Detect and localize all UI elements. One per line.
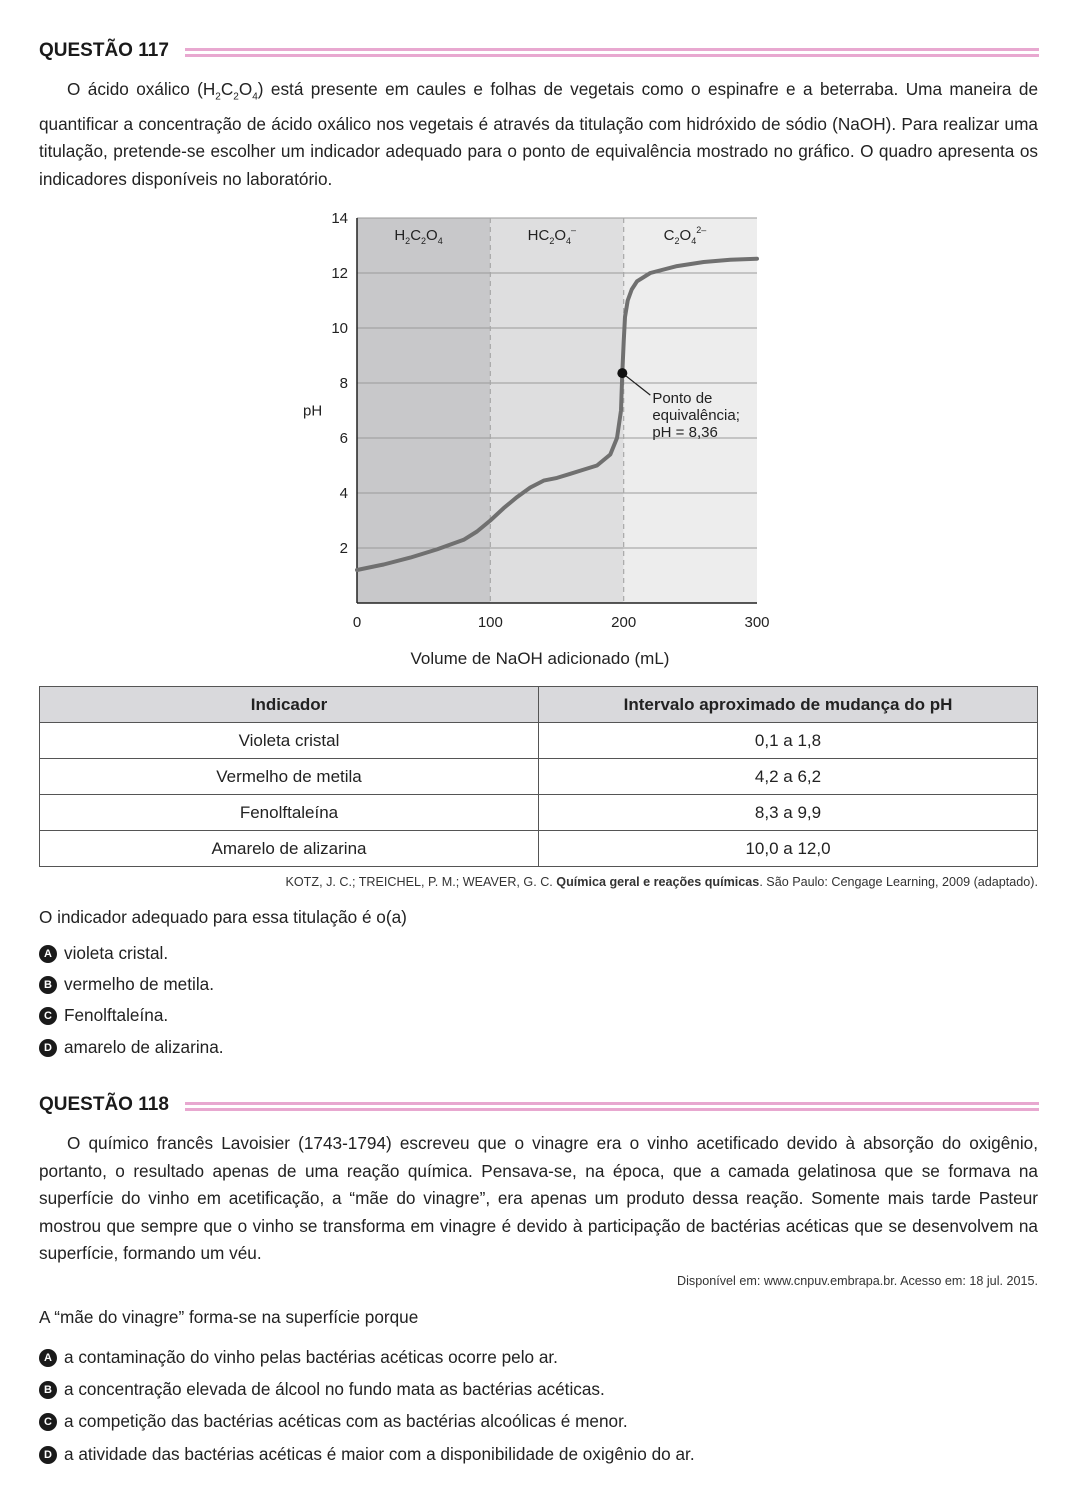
- question-117-header: [39, 40, 1039, 62]
- x-tick-label: 300: [744, 614, 770, 631]
- region-label-h2c2o4: $H_2C_2O_4$: [394, 227, 443, 246]
- option-text: a contaminação do vinho pelas bactérias acéticas ocorre pelo ar.: [64, 1347, 558, 1367]
- option-a[interactable]: [39, 943, 168, 964]
- option-a[interactable]: [39, 1347, 558, 1368]
- table-cell: Vermelho de metila: [40, 759, 539, 795]
- option-b[interactable]: [39, 1379, 605, 1400]
- option-text: Fenolftaleína.: [64, 1005, 169, 1025]
- region-label-c2o4: $C_2O_4^{2-}$: [663, 225, 707, 246]
- table-cell: Violeta cristal: [40, 723, 539, 759]
- x-tick-label: 200: [611, 614, 637, 631]
- option-a-badge: A: [39, 1349, 57, 1367]
- table-row: [40, 795, 1038, 831]
- question-117-prompt: O indicador adequado para essa titulação é o(a): [39, 907, 407, 927]
- option-c-badge: C: [39, 1007, 57, 1025]
- y-tick-label: 14: [331, 210, 348, 227]
- option-d-badge: D: [39, 1039, 57, 1057]
- y-tick-label: 12: [331, 265, 348, 282]
- option-d-badge: D: [39, 1446, 57, 1464]
- x-axis-label: Volume de NaOH adicionado (mL): [410, 649, 670, 668]
- option-b-badge: B: [39, 976, 57, 994]
- question-118-paragraph: O químico francês Lavoisier (1743-1794) escreveu que o vinagre era o vinho acetificado devido à absorção do oxigênio, portanto, o resultado apenas de uma reação química. Pensava-se, na época, que a camada gelatinosa que se formava na superfície do vinho em acetificação, a “mãe do vinagre”, era apenas um produto dessa reação. Somente mais tarde Pasteur mostrou que sempre que o vinho se transforma em vinagre é devido à participação de bactérias acéticas que se desenvolvem na superfície, formando um véu.: [39, 1133, 1038, 1263]
- option-text: violeta cristal.: [64, 943, 169, 963]
- table-cell: 4,2 a 6,2: [539, 759, 1038, 795]
- table-row: [40, 723, 1038, 759]
- y-tick-label: 2: [339, 540, 348, 557]
- option-a-badge: A: [39, 945, 57, 963]
- region-2: [490, 218, 623, 603]
- titration-chart: [290, 205, 790, 680]
- y-axis-label: pH: [303, 402, 323, 420]
- question-117-paragraph: O ácido oxálico $(H_2C_2O_4)$ está presente em caules e folhas de vegetais como o espinafre e a beterraba. Uma maneira de quantificar a concentração de ácido oxálico nos vegetais é através da titulação com hidróxido de sódio (NaOH). Para realizar uma titulação, pretende-se escolher um indicador adequado para o ponto de equivalência mostrado no gráfico. O quadro apresenta os indicadores disponíveis no laboratório.: [39, 79, 1039, 189]
- y-tick-label: 6: [339, 430, 348, 447]
- table-row: [40, 831, 1038, 867]
- table-cell: Amarelo de alizarina: [40, 831, 539, 867]
- table-cell: 10,0 a 12,0: [539, 831, 1038, 867]
- option-d[interactable]: [39, 1037, 224, 1058]
- option-text: amarelo de alizarina.: [64, 1037, 224, 1057]
- option-b-badge: B: [39, 1381, 57, 1399]
- option-c[interactable]: [39, 1411, 628, 1432]
- annotation-line-3: pH = 8,36: [652, 424, 718, 442]
- table-header-indicator: Indicador: [40, 687, 539, 723]
- region-1: [357, 218, 490, 603]
- question-118-title: QUESTÃO 118: [39, 1094, 169, 1115]
- option-text: vermelho de metila.: [64, 974, 214, 994]
- indicator-table: [39, 686, 1038, 867]
- annotation-line-2: equivalência;: [652, 407, 740, 425]
- source-citation: Disponível em: www.cnpuv.embrapa.br. Acesso em: 18 jul. 2015.: [677, 1274, 1038, 1288]
- annotation-line-1: Ponto de: [652, 390, 713, 408]
- y-tick-label: 4: [339, 485, 348, 502]
- x-tick-label: 100: [477, 614, 503, 631]
- titration-chart-svg: [290, 205, 790, 645]
- table-row: [40, 759, 1038, 795]
- header-divider: [185, 1102, 1039, 1111]
- y-tick-label: 10: [331, 320, 348, 337]
- option-b[interactable]: [39, 974, 214, 995]
- table-cell: 8,3 a 9,9: [539, 795, 1038, 831]
- table-header-range: Intervalo aproximado de mudança do pH: [539, 687, 1038, 723]
- table-cell: Fenolftaleína: [40, 795, 539, 831]
- option-c-badge: C: [39, 1413, 57, 1431]
- table-cell: 0,1 a 1,8: [539, 723, 1038, 759]
- option-c[interactable]: [39, 1005, 168, 1026]
- option-text: a concentração elevada de álcool no fundo mata as bactérias acéticas.: [64, 1379, 605, 1399]
- option-d[interactable]: [39, 1444, 695, 1465]
- option-text: a competição das bactérias acéticas com as bactérias alcoólicas é menor.: [64, 1411, 628, 1431]
- question-117-title: QUESTÃO 117: [39, 40, 169, 61]
- y-tick-label: 8: [339, 375, 348, 392]
- region-label-hc2o4: $HC_2O_4^-$: [527, 225, 577, 246]
- x-tick-label: 0: [352, 614, 362, 631]
- question-118-header: [39, 1094, 1039, 1116]
- reference-citation: KOTZ, J. C.; TREICHEL, P. M.; WEAVER, G. C. Química geral e reações químicas. São Paulo: Cengage Learning, 2009 (adaptado).: [285, 875, 1038, 889]
- equivalence-point: [617, 368, 627, 378]
- table-header-row: [40, 687, 1038, 723]
- option-text: a atividade das bactérias acéticas é maior com a disponibilidade de oxigênio do ar.: [64, 1444, 695, 1464]
- header-divider: [185, 48, 1039, 57]
- question-118-prompt: A “mãe do vinagre” forma-se na superfície porque: [39, 1307, 419, 1327]
